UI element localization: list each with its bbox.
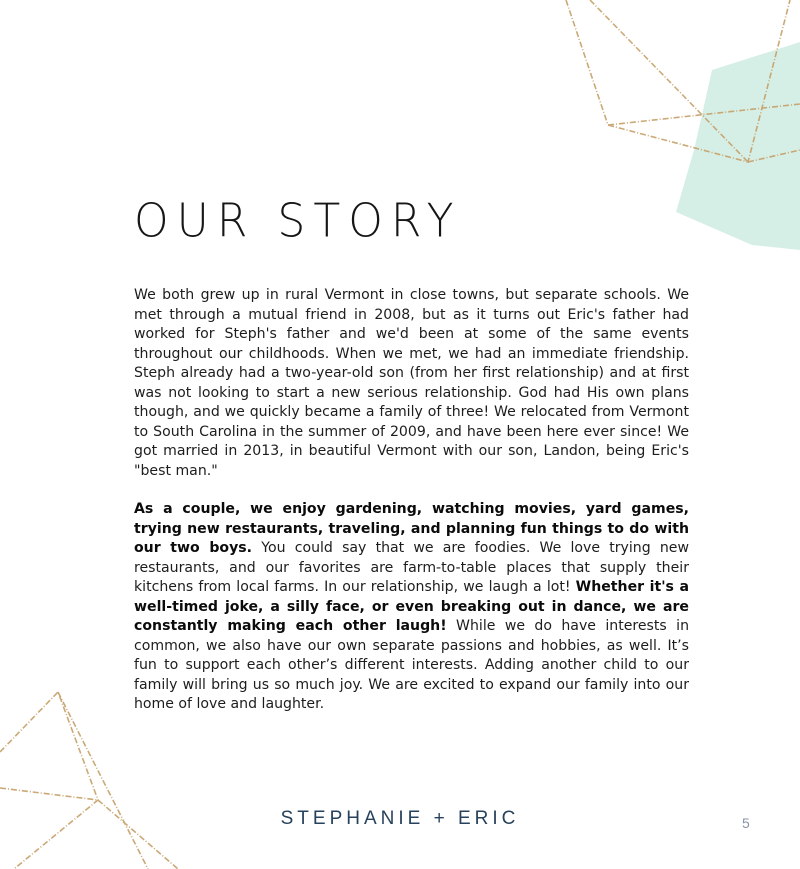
story-paragraph-1: We both grew up in rural Vermont in close towns, but separate schools. We met through a mutual friend in 2008, but as it turns out Eric's father had worked for Steph's father and we'd been at some of the same events throughout our childhoods. When we met, we had an immediate friendship. Steph already had a two-year-old son (from her first relationship) and at first was not looking to start a new serious relationship. God had His own plans though, and we quickly became a family of three! We relocated from Vermont to South Carolina in the summer of 2009, and have been here ever since! We got married in 2013, in beautiful Vermont with our son, Landon, being Eric's "best man." [134,287,689,479]
page-title: OUR STORY [134,194,462,249]
bold-laugh-text: Whether it's a well-timed joke, a silly face, or even breaking out in dance, we are constantly making each other laugh! [134,579,689,634]
foodies-text: You could say that we are foodies. We love trying new restaurants, and our favorites are farm-to-table places that supply their kitchens from local farms. In our relationship, we laugh a lot! [134,540,689,595]
story-paragraph-2 [134,500,689,715]
footer-couple-names: STEPHANIE + ERIC [280,808,520,829]
page-number: 5 [742,815,750,831]
story-body [134,286,689,734]
interests-text: While we do have interests in common, we also have our own separate passions and hobbies, as well. It’s fun to support each other’s different interests. Adding another child to our family will bring us so much joy. We are excited to expand our family into our home of love and laughter. [134,618,689,712]
mint-hexagon-shape [676,42,800,250]
bold-hobbies-text: As a couple, we enjoy gardening, watching movies, yard games, trying new restaurants, traveling, and planning fun things to do with our two boys. [134,501,689,556]
